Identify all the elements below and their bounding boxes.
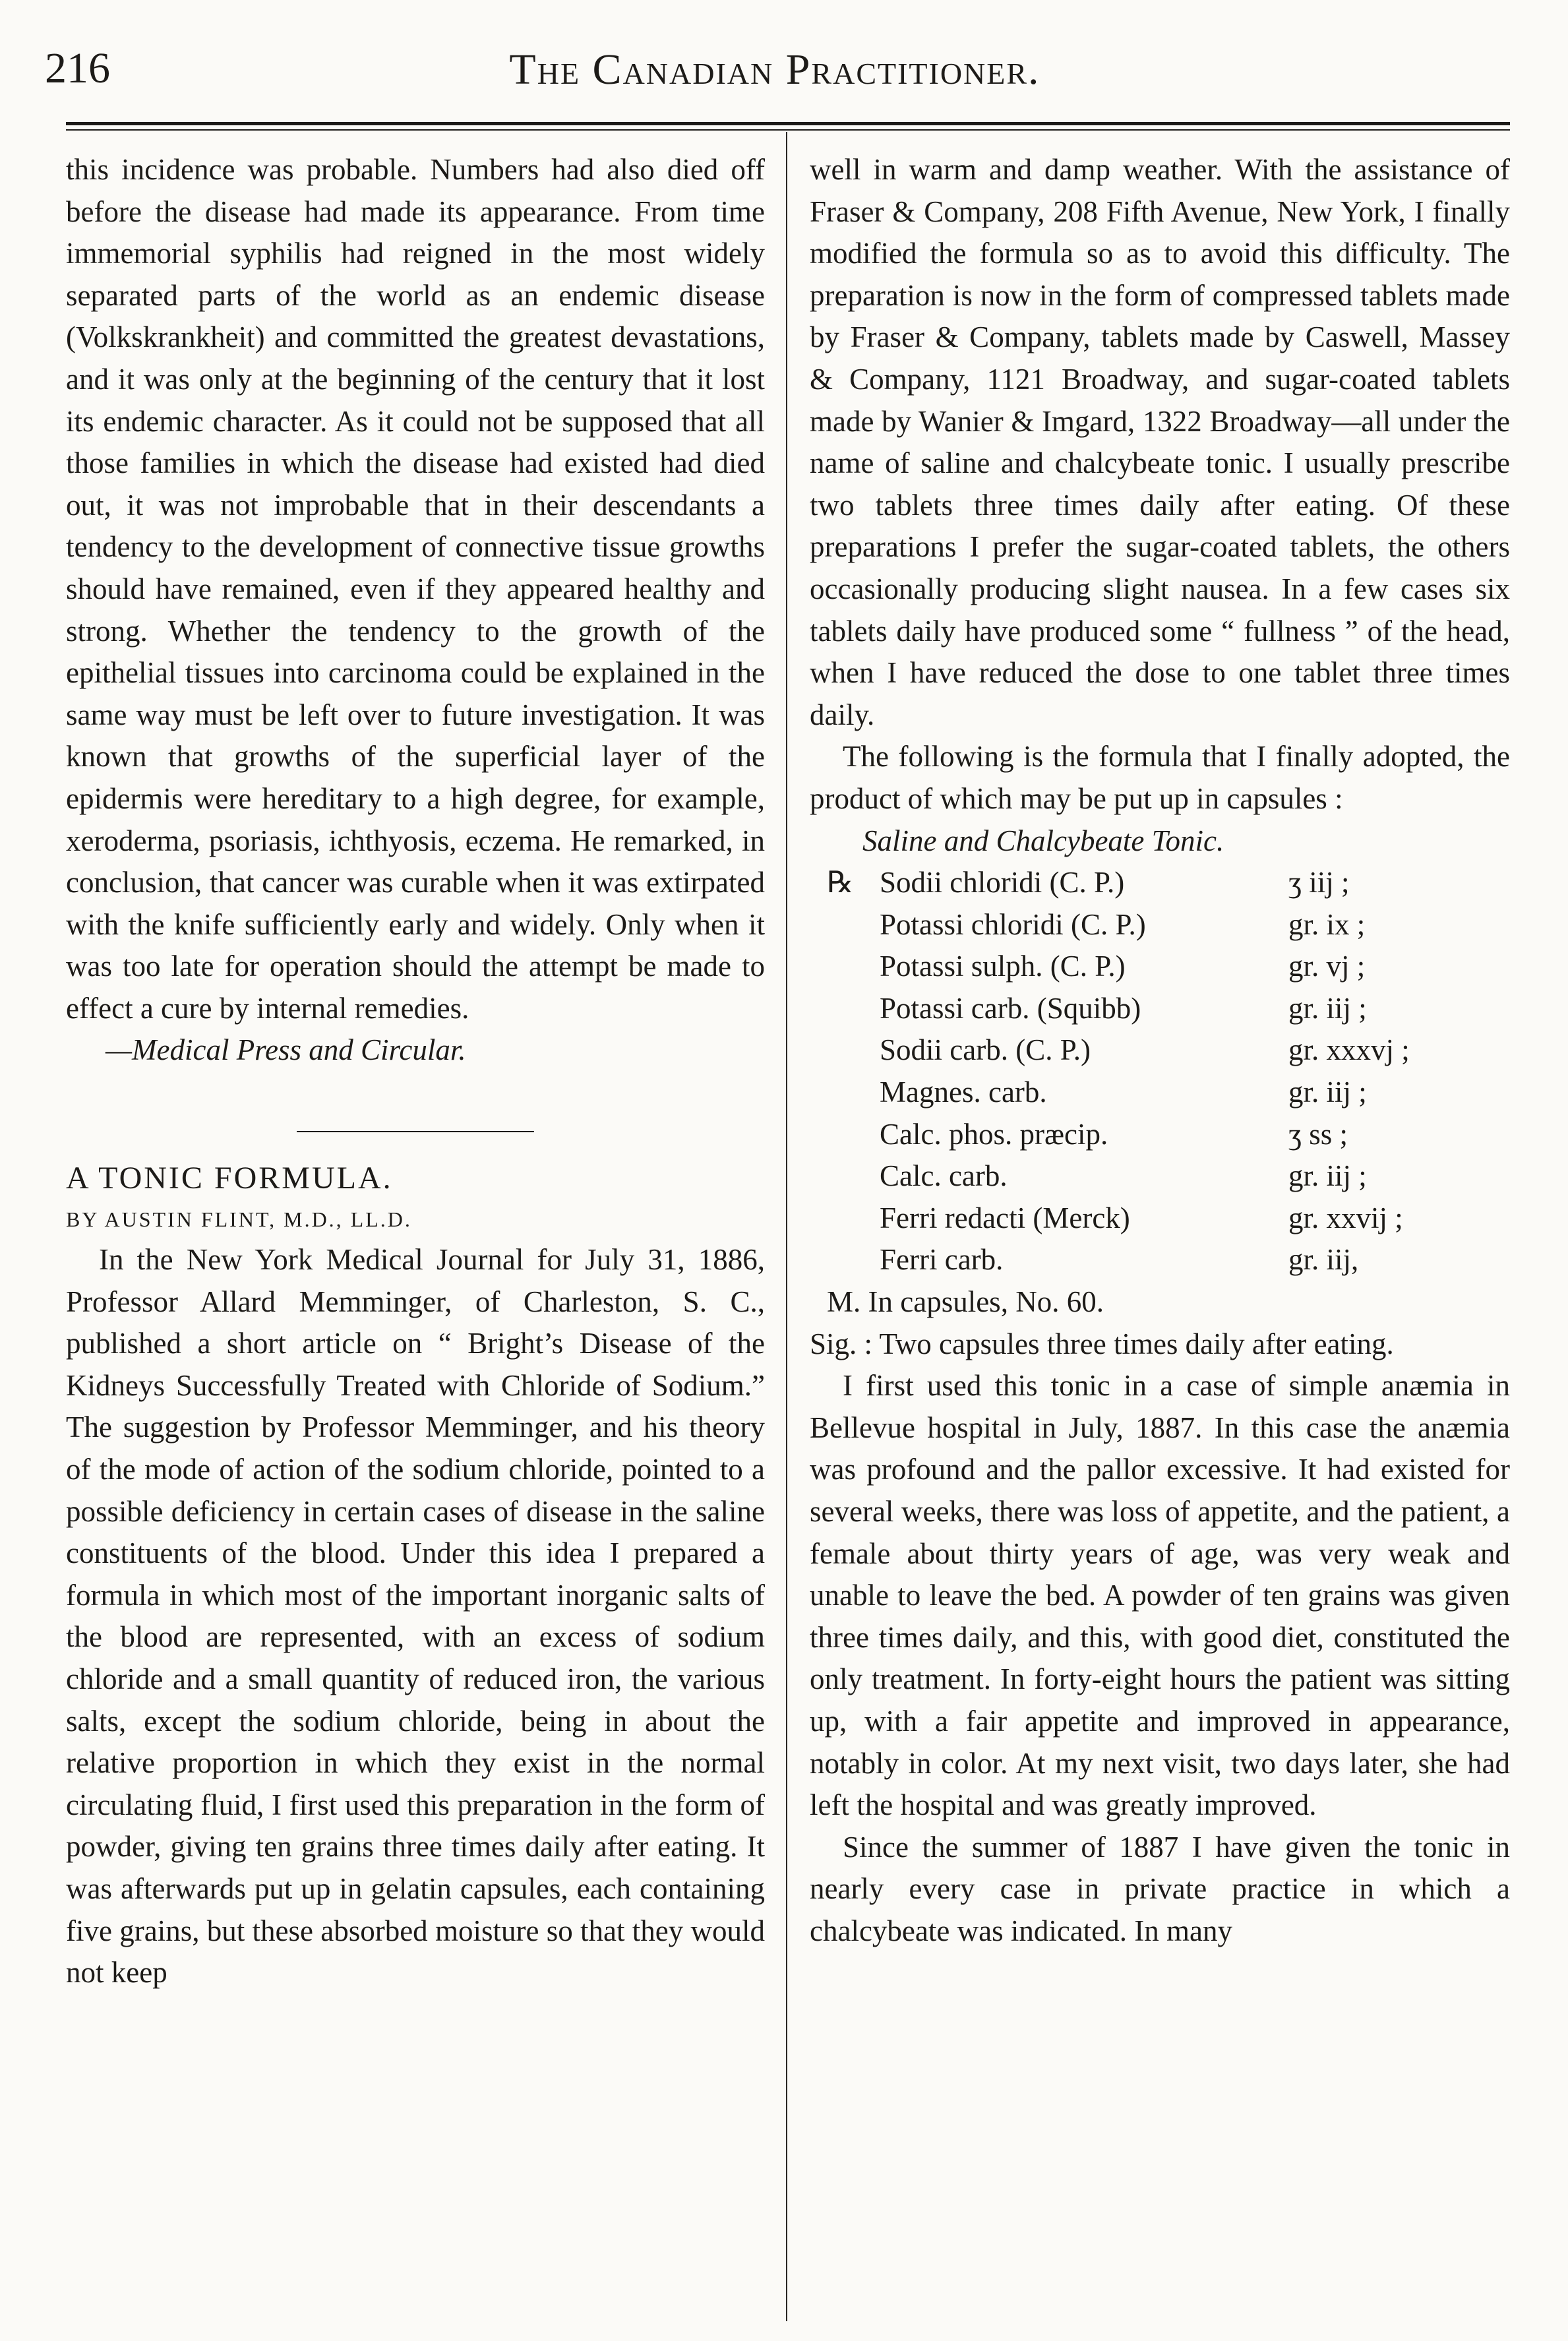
paragraph-last: Since the summer of 1887 I have given the tonic in nearly every case in private practice in which a chalcybeate was indicated. In many [810, 1830, 1510, 1947]
column-divider [786, 132, 787, 2321]
paragraph-formula-intro: The following is the formula that I finally adopted, the product of which may be put up in capsules : [810, 740, 1510, 815]
right-column [810, 149, 1510, 1953]
ingredient-dose: gr. iij ; [1288, 991, 1367, 1025]
formula-row [810, 1198, 1510, 1240]
page-number: 216 [45, 44, 110, 92]
formula-row [810, 988, 1510, 1030]
ingredient-name: Sodii carb. (C. P.) [880, 1033, 1091, 1067]
formula-row [810, 946, 1510, 988]
ingredient-dose: gr. vj ; [1288, 950, 1366, 983]
ingredient-dose: ʒ iij ; [1288, 866, 1350, 899]
formula-row [810, 1239, 1510, 1281]
formula-row [810, 1029, 1510, 1072]
article-paragraph-1: In the New York Medical Journal for July 31, 1886, Professor Allard Memminger, of Charleston, S. C., published a short article on “ Bright’s Disease of the Kidneys Successfully Treated with Chloride of Sodium.” The suggestion by Professor Memminger, and his theory of the mode of action of the sodium chloride, pointed to a possible deficiency in certain cases of disease in the saline constituents of the blood. Under this idea I prepared a formula in which most of the important inorganic salts of the blood are represented, with an excess of sodium chloride and a small quantity of reduced iron, the various salts, except the sodium chloride, being in about the relative proportion in which they exist in the normal circulating fluid, I first used this preparation in the form of powder, giving ten grains three times daily after eating. It was afterwards put up in gelatin capsules, each containing five grains, but these absorbed moisture so that they would not keep [66, 1243, 765, 1990]
formula-row [810, 1072, 1510, 1114]
formula-table [810, 862, 1510, 1281]
ingredient-dose: gr. iij ; [1288, 1076, 1367, 1109]
ingredient-dose: gr. iij, [1288, 1243, 1359, 1277]
ingredient-dose: gr. xxxvj ; [1288, 1033, 1410, 1067]
ingredient-dose: gr. iij ; [1288, 1159, 1367, 1193]
formula-row [810, 862, 1510, 904]
formula-mix-line: M. In capsules, No. 60. [827, 1285, 1104, 1319]
ingredient-dose: gr. xxvij ; [1288, 1201, 1403, 1234]
ingredient-name: Sodii chloridi (C. P.) [880, 866, 1125, 899]
left-column [66, 149, 765, 1994]
formula-row [810, 1114, 1510, 1156]
ingredient-name: Potassi chloridi (C. P.) [880, 907, 1146, 941]
header-rule-thin [66, 129, 1510, 131]
page-header [40, 25, 1510, 98]
paragraph-continued: well in warm and damp weather. With the assistance of Fraser & Company, 208 Fifth Avenue, New York, I finally modified the formula so as to avoid this difficulty. The preparation is now in the form of compressed tablets made by Fraser & Company, tablets made by Caswell, Massey & Company, 1121 Broadway, and sugar-coated tablets made by Wanier & Imgard, 1322 Broadway—all under the name of saline and chalcybeate tonic. I usually prescribe two tablets three times daily after eating. Of these preparations I prefer the sugar-coated tablets, the others occasionally producing slight nausea. In a few cases six tablets daily have produced some “ fullness ” of the head, when I have reduced the dose to one tablet three times daily. [810, 153, 1510, 731]
rx-symbol: ℞ [827, 866, 854, 899]
article-byline: BY AUSTIN FLINT, M.D., LL.D. [66, 1207, 412, 1232]
ingredient-name: Ferri redacti (Merck) [880, 1201, 1130, 1234]
formula-sig-line: Sig. : Two capsules three times daily after eating. [810, 1327, 1394, 1360]
formula-row [810, 904, 1510, 946]
source-citation: —Medical Press and Circular. [106, 1033, 466, 1067]
running-head: The Canadian Practitioner. [509, 46, 1040, 94]
ingredient-name: Calc. carb. [880, 1159, 1008, 1193]
ingredient-dose: ʒ ss ; [1288, 1117, 1348, 1151]
continued-paragraph: this incidence was probable. Numbers had also died off before the disease had made its appearance. From time immemorial syphilis had reigned in the most widely separated parts of the world as an endemic disease (Volkskrankheit) and committed the greatest devastations, and it was only at the beginning of the century that it lost its endemic character. As it could not be supposed that all those families in which the disease had existed had died out, it was not improbable that in their descendants a tendency to the development of connective tissue growths should have remained, even if they appeared healthy and strong. Whether the tendency to the growth of the epithelial tissues into carcinoma could be explained in the same way must be left over to future investigation. It was known that growths of the superficial layer of the epidermis were hereditary to a high degree, for example, xeroderma, psoriasis, ichthyosis, eczema. He remarked, in conclusion, that cancer was curable when it was extirpated with the knife sufficiently early and widely. Only when it was too late for operation should the attempt be made to effect a cure by internal remedies. [66, 153, 765, 1025]
ingredient-name: Potassi sulph. (C. P.) [880, 950, 1126, 983]
ingredient-name: Potassi carb. (Squibb) [880, 991, 1141, 1025]
ingredient-name: Ferri carb. [880, 1243, 1004, 1277]
ingredient-name: Calc. phos. præcip. [880, 1117, 1108, 1151]
formula-title: Saline and Chalcybeate Tonic. [862, 824, 1224, 857]
article-title: A TONIC FORMULA. [66, 1161, 393, 1196]
formula-row [810, 1155, 1510, 1198]
section-divider [297, 1131, 534, 1132]
header-rule-thick [66, 122, 1510, 125]
paragraph-case: I first used this tonic in a case of simple anæmia in Bellevue hospital in July, 1887. In this case the anæmia was profound and the pallor excessive. It had existed for several weeks, there was loss of appetite, and the patient, a female about thirty years of age, was very weak and unable to leave the bed. A powder of ten grains was given three times daily, and this, with good diet, constituted the only treatment. In forty-eight hours the patient was sitting up, with a fair appetite and improved in appearance, notably in color. At my next visit, two days later, she had left the hospital and was greatly improved. [810, 1369, 1510, 1822]
ingredient-name: Magnes. carb. [880, 1076, 1047, 1109]
ingredient-dose: gr. ix ; [1288, 907, 1366, 941]
